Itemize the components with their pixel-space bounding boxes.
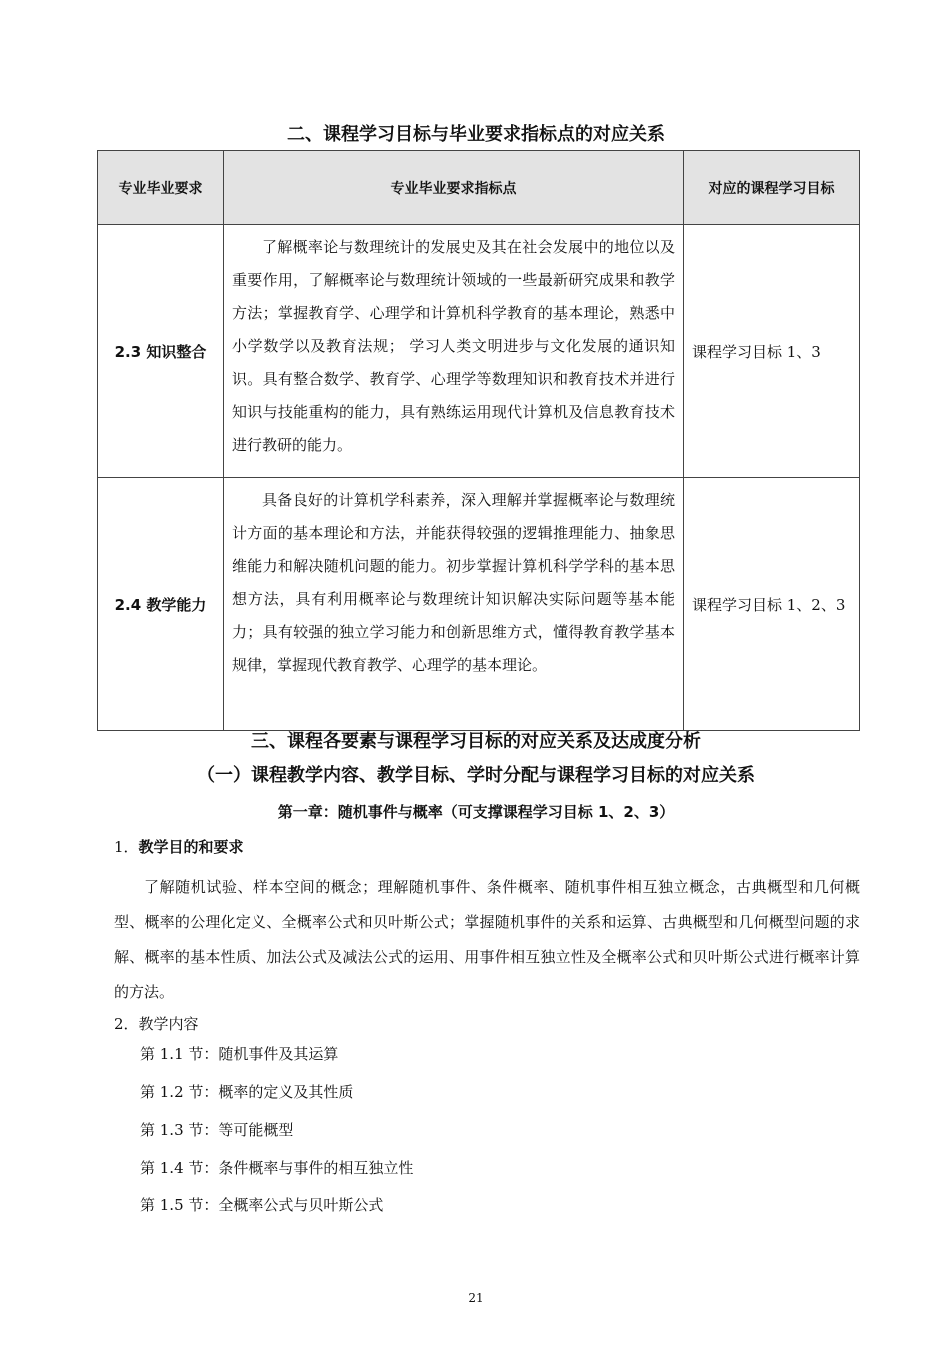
table-row (98, 478, 860, 731)
purpose-paragraph: 了解随机试验、样本空间的概念；理解随机事件、条件概率、随机事件相互独立概念，古典概型和几何概型、概率的公理化定义、全概率公式和贝叶斯公式；掌握随机事件的关系和运算、古典概型和几何概型问题的求解、概率的基本性质、加法公式及减法公式的运用、用事件相互独立性及全概率公式和贝叶斯公式进行概率计算的方法。 (114, 878, 860, 1001)
content-heading: 2．教学内容 (114, 1015, 199, 1033)
list-item: 第 1.1 节：随机事件及其运算 (140, 1045, 339, 1063)
course-goal-cell: 课程学习目标 1、3 (684, 225, 860, 478)
chapter-1-title: 第一章：随机事件与概率（可支撑课程学习目标 1、2、3） (277, 803, 675, 821)
table-row (98, 225, 860, 478)
mapping-table (97, 150, 860, 731)
requirement-cell: 2.4 教学能力 (98, 478, 224, 731)
section-2-title: 二、课程学习目标与毕业要求指标点的对应关系 (287, 124, 665, 145)
purpose-label: 教学目的和要求 (138, 838, 244, 856)
indicator-cell: 了解概率论与数理统计的发展史及其在社会发展中的地位以及重要作用，了解概率论与数理统计领域的一些最新研究成果和教学方法；掌握教育学、心理学和计算机科学教育的基本理论，熟悉中小学数学以及教育法规； 学习人类文明进步与文化发展的通识知识。具有整合数学、教育学、心理学等数理知识和教育技术并进行知识与技能重构的能力，具有熟练运用现代计算机及信息教育技术进行教研的能力。 (224, 225, 684, 478)
header-indicator: 专业毕业要求指标点 (224, 151, 684, 225)
list-item: 第 1.3 节：等可能概型 (140, 1121, 294, 1139)
purpose-number: 1． (114, 838, 139, 856)
purpose-heading (114, 836, 244, 857)
subsection-1-title: （一）课程教学内容、教学目标、学时分配与课程学习目标的对应关系 (197, 765, 755, 786)
requirement-cell: 2.3 知识整合 (98, 225, 224, 478)
list-item: 第 1.5 节：全概率公式与贝叶斯公式 (140, 1196, 384, 1214)
header-course-goal: 对应的课程学习目标 (684, 151, 860, 225)
header-requirement: 专业毕业要求 (98, 151, 224, 225)
course-goal-cell: 课程学习目标 1、2、3 (684, 478, 860, 731)
section-3-title: 三、课程各要素与课程学习目标的对应关系及达成度分析 (251, 731, 701, 752)
page-number: 21 (468, 1291, 484, 1305)
list-item: 第 1.2 节：概率的定义及其性质 (140, 1083, 354, 1101)
indicator-cell: 具备良好的计算机学科素养，深入理解并掌握概率论与数理统计方面的基本理论和方法，并能获得较强的逻辑推理能力、抽象思维能力和解决随机问题的能力。初步掌握计算机科学学科的基本思想方法，具有利用概率论与数理统计知识解决实际问题等基本能力；具有较强的独立学习能力和创新思维方式，懂得教育教学基本规律，掌握现代教育教学、心理学的基本理论。 (224, 478, 684, 731)
list-item: 第 1.4 节：条件概率与事件的相互独立性 (140, 1159, 414, 1177)
table-header-row (98, 151, 860, 225)
